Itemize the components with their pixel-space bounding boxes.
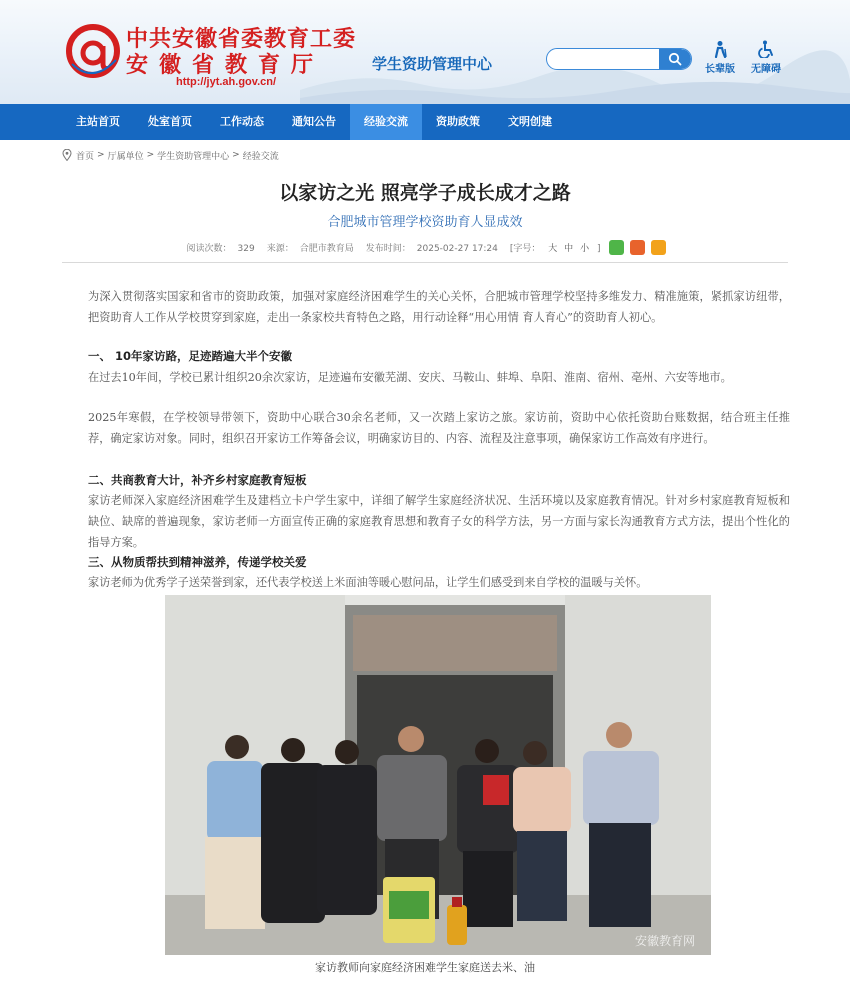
breadcrumb xyxy=(62,148,279,162)
elder-icon xyxy=(711,40,729,58)
header-banner xyxy=(0,0,850,104)
share-qzone-icon[interactable] xyxy=(651,240,666,255)
source-label: 来源： xyxy=(266,243,294,254)
nav-item-notices[interactable]: 通知公告 xyxy=(292,115,336,128)
accessible-mode-button[interactable] xyxy=(744,40,788,76)
section1-paragraph2: 2025年寒假，在学校领导带领下，资助中心联合30余名老师，又一次踏上家访之旅。家访前，资助中心依托资助台账数据，结合班主任推荐，确定家访对象。同时，组织召开家访工作筹备会议，明确家访目的、内容、流程及注意事项，确保家访工作高效有序进行。 xyxy=(88,411,790,445)
elder-mode-label: 长辈版 xyxy=(705,64,735,75)
breadcrumb-separator: > xyxy=(146,150,155,160)
nav-item-main-home[interactable]: 主站首页 xyxy=(76,115,120,128)
nav-item-civilization[interactable]: 文明创建 xyxy=(508,115,552,128)
views-count: 329 xyxy=(237,243,255,254)
nav-item-experience[interactable]: 经验交流 xyxy=(350,104,422,140)
photo-watermark: 安徽教育网 xyxy=(634,934,695,948)
fontsize-large-button[interactable]: 大 xyxy=(548,243,558,254)
elder-mode-button[interactable] xyxy=(698,40,742,76)
search-button[interactable] xyxy=(659,49,691,69)
breadcrumb-separator: > xyxy=(97,150,105,160)
photo-caption: 家访教师向家庭经济困难学生家庭送去米、油 xyxy=(315,961,535,974)
section3-paragraph1: 家访老师为优秀学子送荣誉到家，还代表学校送上米面油等暖心慰问品，让学生们感受到来自学校的温暖与关怀。 xyxy=(88,576,648,589)
breadcrumb-units[interactable]: 厅属单位 xyxy=(107,151,144,162)
search-box xyxy=(546,48,692,70)
search-icon xyxy=(668,52,682,66)
article-title: 以家访之光 照亮学子成长成才之路 xyxy=(279,182,571,204)
logo-icon xyxy=(66,24,120,78)
section2-paragraph1: 家访老师深入家庭经济困难学生及建档立卡户学生家中，详细了解学生家庭经济状况、生活环境以及家庭教育情况。针对乡村家庭教育短板和缺位、缺席的普遍现象，家访老师一方面宣传正确的家庭教育思想和教育子女的科学方法，另一方面与家长沟通教育方式方法，提出个性化的指导方案。 xyxy=(88,494,790,549)
breadcrumb-separator: > xyxy=(232,150,240,160)
fontsize-open: [字号： xyxy=(509,243,541,254)
article-intro: 为深入贯彻落实国家和省市的资助政策，加强对家庭经济困难学生的关心关怀，合肥城市管理学校坚持多维发力、精准施策，紧抓家访纽带，把资助育人工作从学校贯穿到家庭，走出一条家校共育特色之路，用行动诠释“用心用情 育人育心”的资助育人初心。 xyxy=(88,290,790,324)
section2-heading: 二、共商教育大计，补齐乡村家庭教育短板 xyxy=(88,473,307,487)
main-nav xyxy=(0,104,850,140)
share-weibo-icon[interactable] xyxy=(630,240,645,255)
center-name[interactable]: 学生资助管理中心 xyxy=(372,55,493,73)
accessible-mode-label: 无障碍 xyxy=(751,64,781,75)
search-input[interactable] xyxy=(555,50,659,68)
section1-paragraph1: 在过去10年间，学校已累计组织20余次家访，足迹遍布安徽芜湖、安庆、马鞍山、蚌埠、阜阳、淮南、宿州、亳州、六安等地市。 xyxy=(88,371,732,384)
share-wechat-icon[interactable] xyxy=(609,240,624,255)
org-title-line2: 安徽省教育厅 xyxy=(126,53,325,78)
breadcrumb-home[interactable]: 首页 xyxy=(76,151,95,162)
header-divider xyxy=(62,262,788,263)
site-url[interactable]: http://jyt.ah.gov.cn/ xyxy=(176,76,277,88)
publish-time: 2025-02-27 17:24 xyxy=(416,243,498,254)
article-meta xyxy=(0,238,850,256)
fontsize-close: ] xyxy=(596,243,601,254)
section1-heading: 一、 10年家访路，足迹踏遍大半个安徽 xyxy=(88,349,293,363)
home-visit-photo xyxy=(165,595,711,955)
nav-item-work-news[interactable]: 工作动态 xyxy=(220,115,264,128)
nav-item-office-home[interactable]: 处室首页 xyxy=(148,115,192,128)
fontsize-medium-button[interactable]: 中 xyxy=(564,243,574,254)
article-subtitle: 合肥城市管理学校资助育人显成效 xyxy=(327,215,523,230)
section3-heading: 三、从物质帮扶到精神滋养，传递学校关爱 xyxy=(88,555,307,569)
source-value: 合肥市教育局 xyxy=(299,243,354,254)
views-label: 阅读次数： xyxy=(186,243,232,254)
breadcrumb-current[interactable]: 经验交流 xyxy=(242,151,279,162)
breadcrumb-center[interactable]: 学生资助管理中心 xyxy=(157,151,230,162)
org-title-line1: 中共安徽省委教育工委 xyxy=(126,27,357,52)
fontsize-small-button[interactable]: 小 xyxy=(580,243,590,254)
nav-item-policy[interactable]: 资助政策 xyxy=(436,115,480,128)
location-pin-icon xyxy=(62,149,72,161)
time-label: 发布时间： xyxy=(365,243,411,254)
wheelchair-icon xyxy=(757,40,775,58)
